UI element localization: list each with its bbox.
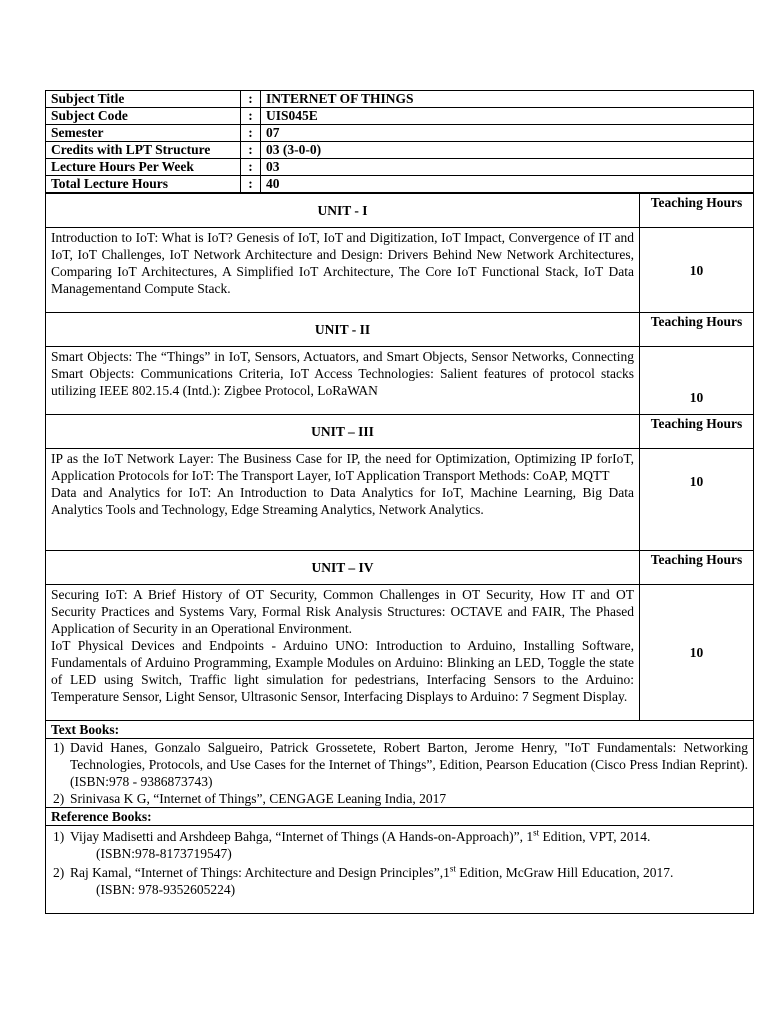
unit-content [46, 347, 640, 415]
text-books-heading: Text Books: [46, 721, 754, 739]
reference-book-item [53, 864, 748, 898]
text-book-citation: Srinivasa K G, “Internet of Things”, CENGAGE Leaning India, 2017 [70, 791, 447, 806]
info-row-lecture-hours-week [46, 159, 754, 176]
teaching-hours-label: Teaching Hours [640, 551, 754, 585]
ordinal-suffix: st [449, 863, 456, 874]
unit-title: UNIT - I [46, 194, 640, 228]
list-number: 1) [53, 829, 65, 844]
info-row-credits [46, 142, 754, 159]
unit-content [46, 449, 640, 551]
reference-books-heading: Reference Books: [46, 808, 754, 826]
info-row-subject-title [46, 91, 754, 108]
reference-citation-text: Edition, VPT, 2014. [539, 829, 651, 844]
info-label: Subject Code [46, 108, 241, 125]
teaching-hours-label: Teaching Hours [640, 313, 754, 347]
info-value: 03 [261, 159, 754, 176]
text-book-citation: David Hanes, Gonzalo Salgueiro, Patrick Grossetete, Robert Barton, Jerome Henry, "IoT Fundamentals: Networking Technologies, Protocols, and Use Cases for the Internet of Things”, Edition, Pearson Education (Cisco Press Indian Reprint). (ISBN:978 - 9386873743) [70, 740, 748, 789]
info-value: UIS045E [261, 108, 754, 125]
info-value: 03 (3-0-0) [261, 142, 754, 159]
list-number: 2) [53, 865, 65, 880]
info-separator: : [241, 108, 261, 125]
info-label: Semester [46, 125, 241, 142]
info-separator: : [241, 176, 261, 193]
unit-header-row [46, 415, 754, 449]
ordinal-suffix: st [533, 827, 540, 838]
text-books-heading-row [46, 721, 754, 739]
info-label: Credits with LPT Structure [46, 142, 241, 159]
unit-content-row [46, 347, 754, 415]
unit-paragraph: Data and Analytics for IoT: An Introduction to Data Analytics for IoT, Machine Learning, Big Data Analytics Tools and Technology, Edge Streaming Analytics, Network Analytics. [51, 485, 634, 517]
unit-paragraph: IoT Physical Devices and Endpoints - Arduino UNO: Introduction to Arduino, Installing Software, Fundamentals of Arduino Programming, Example Modules on Arduino: Blinking an LED, Toggle the state of LED using Switch, Traffic light simulation for pedestrians, Interfacing Sensors to the Arduino: Temperature Sensor, Light Sensor, Ultrasonic Sensor, Interfacing Displays to Arduino: 7 Segment Display. [51, 638, 634, 704]
info-row-subject-code [46, 108, 754, 125]
text-books-list-row [46, 739, 754, 808]
info-value: 07 [261, 125, 754, 142]
info-separator: : [241, 142, 261, 159]
reference-books-list-cell [46, 826, 754, 914]
unit-content-row [46, 585, 754, 721]
subject-info-table [45, 90, 754, 193]
reference-books-heading-row [46, 808, 754, 826]
unit-title: UNIT – IV [46, 551, 640, 585]
teaching-hours-label: Teaching Hours [640, 415, 754, 449]
reference-citation-text: Vijay Madisetti and Arshdeep Bahga, “Internet of Things (A Hands-on-Approach)”, 1 [70, 829, 534, 844]
text-books-list-cell [46, 739, 754, 808]
reference-citation-text: Raj Kamal, “Internet of Things: Architecture and Design Principles”,1 [70, 865, 450, 880]
text-book-item [53, 739, 748, 790]
unit-header-row [46, 194, 754, 228]
list-number: 1) [53, 740, 65, 755]
unit-title: UNIT – III [46, 415, 640, 449]
teaching-hours-value: 10 [640, 228, 754, 313]
reference-book-item [53, 828, 748, 862]
info-value: 40 [261, 176, 754, 193]
reference-books-list-row [46, 826, 754, 914]
info-row-total-hours [46, 176, 754, 193]
info-separator: : [241, 159, 261, 176]
unit-title: UNIT - II [46, 313, 640, 347]
syllabus-table [45, 193, 754, 914]
teaching-hours-value: 10 [640, 585, 754, 721]
info-separator: : [241, 91, 261, 108]
reference-isbn: (ISBN: 978-9352605224) [96, 882, 236, 897]
unit-paragraph: Introduction to IoT: What is IoT? Genesis of IoT, IoT and Digitization, IoT Impact, Convergence of IT and IoT, IoT Challenges, IoT Network Architecture and Design: Drivers Behind New Network Architectures, Comparing IoT Architectures, A Simplified IoT Architecture, The Core IoT Functional Stack, IoT Data Managementand Compute Stack. [51, 230, 634, 296]
unit-content-row [46, 449, 754, 551]
unit-paragraph: Smart Objects: The “Things” in IoT, Sensors, Actuators, and Smart Objects, Sensor Networks, Connecting Smart Objects: Communications Criteria, IoT Access Technologies: Salient features of protocol stacks utilizing IEEE 802.15.4 (Intd.): Zigbee Protocol, LoRaWAN [51, 349, 634, 398]
info-separator: : [241, 125, 261, 142]
info-value: INTERNET OF THINGS [261, 91, 754, 108]
reference-citation-text: Edition, McGraw Hill Education, 2017. [455, 865, 674, 880]
unit-paragraph: IP as the IoT Network Layer: The Business Case for IP, the need for Optimization, Optimizing IP forIoT, Application Protocols for IoT: The Transport Layer, IoT Application Transport Methods: CoAP, MQTT [51, 451, 634, 483]
unit-paragraph: Securing IoT: A Brief History of OT Security, Common Challenges in OT Security, How IT and OT Security Practices and Systems Vary, Formal Risk Analysis Structures: OCTAVE and FAIR, The Phased Application of Security in an Operational Environment. [51, 587, 634, 636]
unit-content [46, 228, 640, 313]
unit-content-row [46, 228, 754, 313]
unit-content [46, 585, 640, 721]
unit-header-row [46, 551, 754, 585]
info-label: Total Lecture Hours [46, 176, 241, 193]
info-label: Subject Title [46, 91, 241, 108]
reference-isbn: (ISBN:978-8173719547) [96, 846, 232, 861]
list-number: 2) [53, 791, 65, 806]
unit-header-row [46, 313, 754, 347]
teaching-hours-value: 10 [640, 449, 754, 551]
info-label: Lecture Hours Per Week [46, 159, 241, 176]
teaching-hours-label: Teaching Hours [640, 194, 754, 228]
reference-books-list [53, 828, 748, 898]
teaching-hours-value: 10 [640, 347, 754, 415]
info-row-semester [46, 125, 754, 142]
text-books-list [53, 739, 748, 807]
text-book-item [53, 790, 748, 807]
